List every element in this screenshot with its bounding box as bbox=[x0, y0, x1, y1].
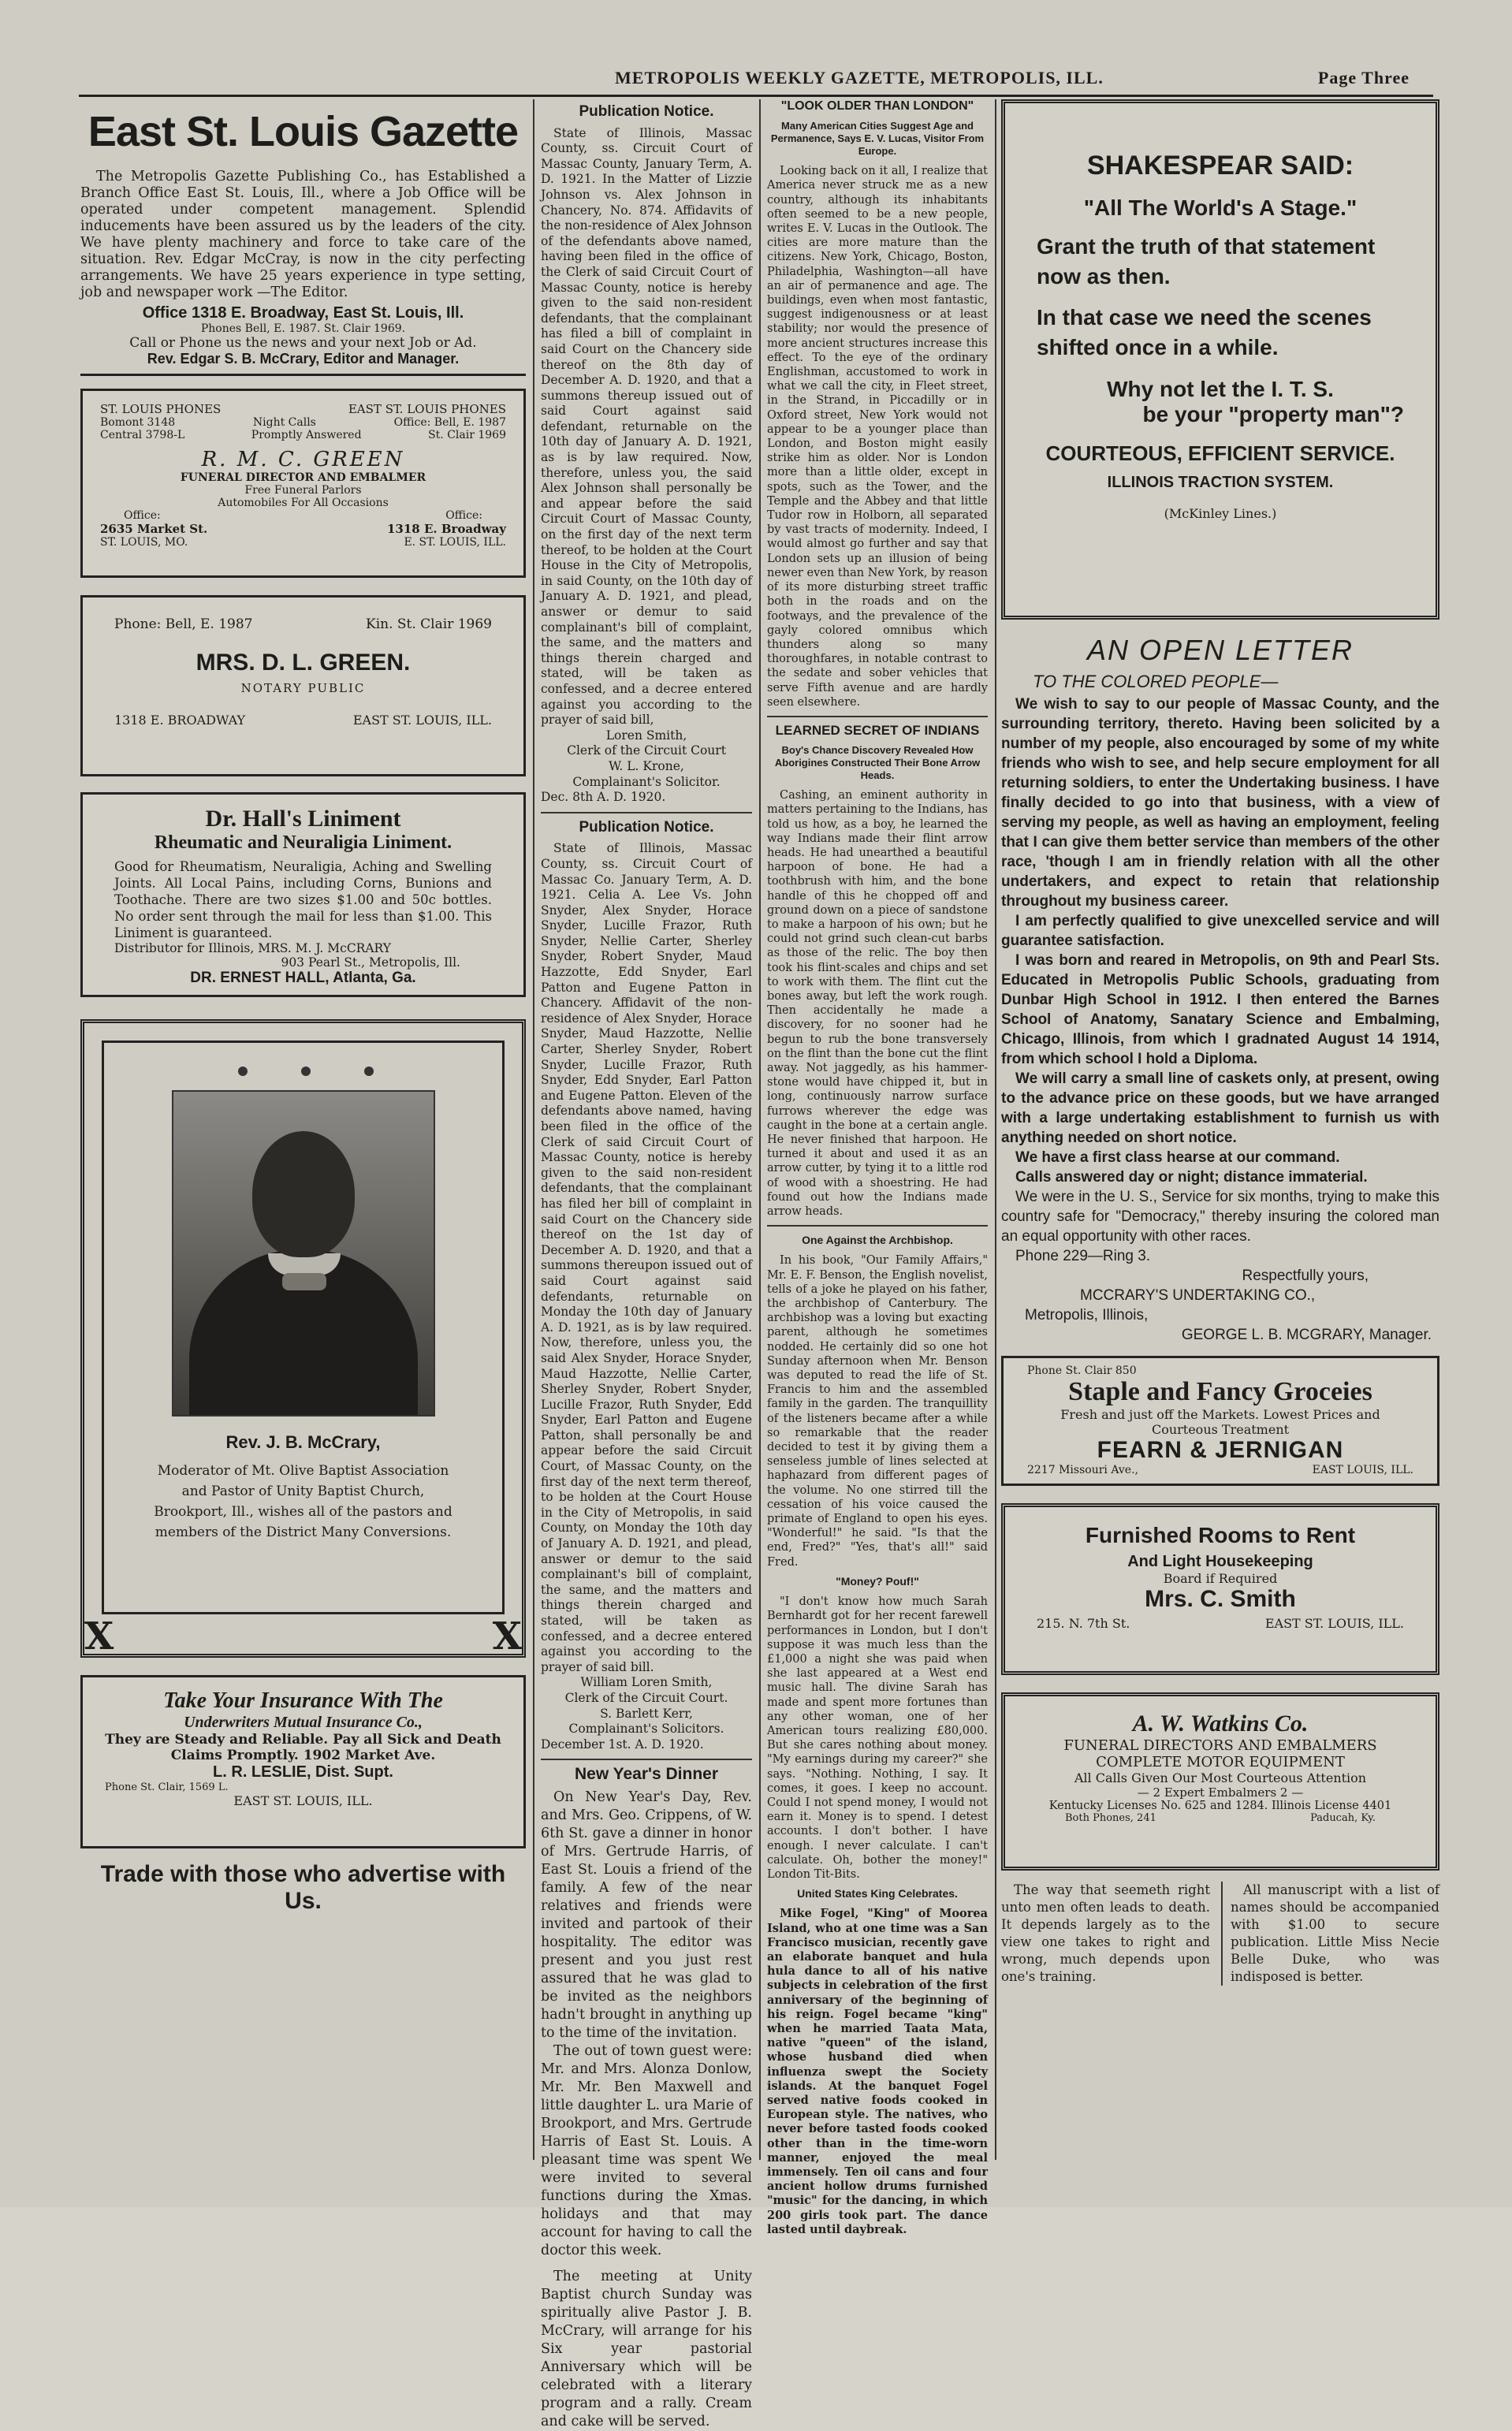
promptly-answered: Promptly Answered bbox=[251, 429, 362, 441]
rooms-address: 215. N. 7th St. bbox=[1037, 1616, 1130, 1631]
bottom-note-right: All manuscript with a list of names should be accompanied with $1.00 to secure publication. Little Miss Necie Belle Duke, who was indisposed is better. bbox=[1221, 1882, 1439, 1986]
notice1-sig1: Loren Smith, bbox=[605, 728, 687, 743]
groceries-ad bbox=[1001, 1356, 1439, 1486]
notice2-sig2: Clerk of the Circuit Court. bbox=[564, 1690, 728, 1705]
portrait-name: Rev. J. B. McCrary, bbox=[225, 1432, 381, 1452]
divider bbox=[767, 1225, 988, 1227]
shakespear-ad bbox=[1001, 99, 1439, 620]
notary-city: EAST ST. LOUIS, ILL. bbox=[352, 713, 492, 728]
dinner-story bbox=[541, 1789, 752, 2431]
watkins-title: A. W. Watkins Co. bbox=[1132, 1711, 1309, 1737]
insurance-line1: They are Steady and Reliable. Pay all Sick and Death bbox=[105, 1732, 501, 1748]
bottom-notes bbox=[1001, 1882, 1439, 1986]
liniment-subtitle: Rheumatic and Neuraligia Liniment. bbox=[154, 832, 452, 853]
insurance-city: EAST ST. LOUIS, ILL. bbox=[233, 1793, 373, 1808]
shakespear-line6: ILLINOIS TRACTION SYSTEM. bbox=[1107, 474, 1334, 491]
rooms-board: Board if Required bbox=[1163, 1571, 1278, 1586]
corner-x-left: X bbox=[84, 1614, 114, 1659]
groceries-address: 2217 Missouri Ave., bbox=[1027, 1464, 1138, 1476]
archbishop-title: One Against the Archbishop. bbox=[802, 1234, 953, 1247]
letter-to: TO THE COLORED PEOPLE— bbox=[1033, 672, 1279, 691]
watkins-line3: All Calls Given Our Most Courteous Attention bbox=[1074, 1770, 1367, 1785]
column-rule bbox=[533, 99, 534, 2160]
phone-central: Central 3798-L bbox=[100, 429, 185, 441]
ornament-dot bbox=[238, 1067, 248, 1076]
rooms-name: Mrs. C. Smith bbox=[1145, 1586, 1296, 1612]
green-autos: Automobiles For All Occasions bbox=[218, 497, 389, 509]
bottom-note-left: The way that seemeth right unto men often leads to death. It depends largely as to the view one takes to right and wrong, much depends upon one's training. bbox=[1001, 1882, 1210, 1984]
groceries-line2: Courteous Treatment bbox=[1151, 1422, 1290, 1437]
letter-s2: MCCRARY'S UNDERTAKING CO., bbox=[1080, 1287, 1316, 1304]
city-right: E. ST. LOUIS, ILL. bbox=[404, 536, 506, 549]
city-left: ST. LOUIS, MO. bbox=[100, 536, 188, 549]
letter-p6: Calls answered day or night; distance immaterial. bbox=[1015, 1169, 1368, 1186]
notice2-sig4: Complainant's Solicitors. bbox=[568, 1722, 724, 1737]
notary-name: MRS. D. L. GREEN. bbox=[196, 650, 411, 676]
letter-title: AN OPEN LETTER bbox=[1086, 634, 1354, 666]
portrait-inner-frame bbox=[102, 1041, 505, 1614]
open-letter bbox=[1001, 634, 1439, 1345]
gazette-call: Call or Phone us the news and your next Job or Ad. bbox=[129, 335, 477, 351]
dinner-title: New Year's Dinner bbox=[574, 1765, 719, 1784]
dinner-p2: The out of town guest were: Mr. and Mrs. Alonza Donlow, Mr. Mr. Ben Maxwell and little daughter L. ura Marie of Brookport, and Mrs. Gertrude Harris of East St. Louis. A pleasant time was spent We were invited to several functions during the Xmas. holidays and that may account for having to call the doctor this week. bbox=[541, 2042, 752, 2258]
letter-p5: We have a first class hearse at our command. bbox=[1015, 1149, 1340, 1166]
watkins-line4: — 2 Expert Embalmers 2 — bbox=[1137, 1785, 1304, 1800]
estl-phones-label: EAST ST. LOUIS PHONES bbox=[348, 402, 506, 416]
indians-title: LEARNED SECRET OF INDIANS bbox=[775, 722, 980, 738]
green-role: FUNERAL DIRECTOR AND EMBALMER bbox=[180, 471, 426, 484]
indians-subtitle: Boy's Chance Discovery Revealed How Aborigines Constructed Their Bone Arrow Heads. bbox=[774, 744, 981, 782]
notice1-sig4: Complainant's Solicitor. bbox=[572, 774, 721, 789]
phone-office-bell: Office: Bell, E. 1987 bbox=[393, 416, 506, 429]
liniment-body: Good for Rheumatism, Neuraligia, Aching and Swelling Joints. All Local Pains, including Corns, Bunions and Toothache. There are two sizes $1.00 and 50c bottles. No order sent through the mail for less than $1.00. This Liniment is guaranteed. bbox=[114, 859, 492, 940]
green-name: R. M. C. GREEN bbox=[201, 448, 405, 471]
watkins-line5: Kentucky Licenses No. 625 and 1284. Illinois License 4401 bbox=[1048, 1800, 1392, 1812]
notice2-sig3: S. Barlett Kerr, bbox=[600, 1706, 693, 1721]
insurance-title: Take Your Insurance With The bbox=[163, 1688, 443, 1713]
trade-slogan: Trade with those who advertise with Us. bbox=[100, 1861, 506, 1914]
notice1-body: State of Illinois, Massac County, ss. Circuit Court of Massac County, January Term, A. D. 1921. In the Matter of Lizzie Johnson vs. Alex Johnson in Chancery, No. 874. Affidavits of the non-residence of Alex Johnson of the defendants above named, having been filed in the office of the Clerk of said Circuit Court of Massac County, notice is hereby given to the said non-resident defendants, that the complainant has filed a bill of complaint in said Court on the Chancery side thereof on the 8th day of December A. D. 1920, and that a summons thereup issued out of said Court against said defendant, returnable on the 10th day of January A. D. 1921, as is by law required. Now, therefore, unless you, the said Alex Johnson shall personally be and appear before the said Circuit Court of Massac County, on the first day of the next term thereof, to be holden at the Court House in the City of Metropolis, in said County, on the 10th day of January A. D. 1921, and plead, answer or demur to said complainant's bill of complaint, the same, and the matters and things therein charged and stated, will be taken as confessed, and a decree entered against you according to the prayer of said bill, bbox=[541, 125, 752, 728]
divider bbox=[767, 716, 988, 717]
groceries-title: Staple and Fancy Groceies bbox=[1068, 1377, 1372, 1406]
ornament-dot bbox=[301, 1067, 311, 1076]
notice2-sig1: William Loren Smith, bbox=[580, 1675, 713, 1690]
insurance-agent: L. R. LESLIE, Dist. Supt. bbox=[213, 1763, 393, 1781]
green-funeral-ad bbox=[80, 389, 526, 578]
groceries-line1: Fresh and just off the Markets. Lowest Prices and bbox=[1060, 1407, 1380, 1422]
column-3 bbox=[767, 99, 988, 2236]
money-body: "I don't know how much Sarah Bernhardt got for her recent farewell performances in London, but I don't suppose it was much less than the £1,000 a night she was paid when she last appeared at a West end music hall. The divine Sarah has made and spent more fortunes than any other woman, one of her American tours realizing £80,000. But she cares nothing about money. "My earnings during my career?" she says. "Nothing. Nothing, I say. It comes, it goes. I keep no account. Could I not spend money, I would not earn it. Money is to spend. I detest accounts. I don't bother. I have enough. I never calculate. I can't calculate. Oh, bother the money!" London Tit-Bits. bbox=[767, 1595, 988, 1881]
liniment-sign: DR. ERNEST HALL, Atlanta, Ga. bbox=[190, 970, 416, 986]
letter-s1: Respectfully yours, bbox=[1242, 1268, 1369, 1284]
rooms-title: Furnished Rooms to Rent bbox=[1085, 1523, 1356, 1547]
dinner-p1: On New Year's Day, Rev. and Mrs. Geo. Crippens, of W. 6th St. gave a dinner in honor of Mrs. Gertrude Harris, of East St. Louis a friend of the family. A few of the near relatives and friends were invited and partook of their hospitality. The editor was present and you just rest assured that he was glad to be invited as the neighbors hadn't brought in anything up to the time of the invitation. bbox=[541, 1789, 752, 2041]
liniment-address: 903 Pearl St., Metropolis, Ill. bbox=[281, 955, 460, 970]
letter-s3: Metropolis, Illinois, bbox=[1025, 1307, 1149, 1323]
letter-p3: I was born and reared in Metropolis, on 9th and Pearl Sts. Educated in Metropolis Public Schools, graduating from Dunbar High School in 1912. I then entered the Barnes School of Anatomy, Sanatary Science and Embalming, Chicago, Illinois, from which I gradnated August 14 1914, from which school I hold a Diploma. bbox=[1001, 952, 1439, 1067]
notice2-date: December 1st. A. D. 1920. bbox=[541, 1737, 704, 1752]
shakespear-line7: (McKinley Lines.) bbox=[1164, 506, 1277, 521]
stl-phones-label: ST. LOUIS PHONES bbox=[100, 402, 222, 416]
rooms-sub: And Light Housekeeping bbox=[1127, 1553, 1313, 1570]
insurance-company: Underwriters Mutual Insurance Co., bbox=[184, 1714, 423, 1731]
notice1-date: Dec. 8th A. D. 1920. bbox=[541, 790, 666, 805]
groceries-city: EAST LOUIS, ILL. bbox=[1312, 1464, 1413, 1476]
king-title: United States King Celebrates. bbox=[797, 1887, 958, 1900]
office-label-right: Office: bbox=[445, 509, 482, 522]
night-calls: Night Calls bbox=[252, 416, 316, 429]
divider bbox=[541, 1759, 752, 1760]
divider bbox=[541, 812, 752, 813]
gazette-notice bbox=[80, 107, 526, 376]
shakespear-quote: "All The World's A Stage." bbox=[1083, 195, 1357, 220]
liniment-title: Dr. Hall's Liniment bbox=[205, 806, 401, 832]
indians-body: Cashing, an eminent authority in matters pertaining to the Indians, has told us how, as a boy, he learned the way Indians made their flint arrow heads. He had unearthed a beautiful harpoon of bone. He had a toothbrush with him, and the bone handle of this he chopped off and ground down on a piece of sandstone to make a harpoon of his own; but he could not grind such clean-cut barbs as those of the relic. The boy then took his flint-scales and chips and set to work with them. The flint cut the bones away, but left the work rough. Then accidentally he made a discovery, for no sooner had he begun to rub the bone transversely on the flint than the bone cut the flint away. Not jaggedly, as his hammer-stone would have chipped it, but in long, continuously narrow surface furrows wherever the edge was caught in the bone at a certain angle. He never finished that harpoon. He turned it about and used it as an arrow cutter, by tying it to a little rod of wood with a shoestring. He had found out how the Indians made arrow heads. bbox=[767, 789, 988, 1219]
letter-s4: GEORGE L. B. MCGRARY, Manager. bbox=[1181, 1327, 1432, 1343]
letter-p2: I am perfectly qualified to give unexcelled service and will guarantee satisfaction. bbox=[1001, 913, 1439, 949]
dinner-p3: The meeting at Unity Baptist church Sunday was spiritually alive Pastor J. B. McCrary, will arrange for his Six year pastorial Anniversary which will be celebrated with a literary program and a rally. Cream and cake will be served. bbox=[541, 2268, 752, 2429]
notice2-title: Publication Notice. bbox=[579, 818, 714, 836]
green-parlors: Free Funeral Parlors bbox=[244, 484, 362, 497]
notary-phone-right: Kin. St. Clair 1969 bbox=[366, 616, 492, 632]
watkins-line1: FUNERAL DIRECTORS AND EMBALMERS bbox=[1063, 1737, 1377, 1754]
portrait-caption: Moderator of Mt. Olive Baptist Association and Pastor of Unity Baptist Church, Brookport, Ill., wishes all of the pastors and members of the District Many Conversions. bbox=[154, 1463, 452, 1540]
notice1-title: Publication Notice. bbox=[579, 103, 714, 120]
notice1-sig2: Clerk of the Circuit Court bbox=[567, 743, 726, 758]
notary-address: 1318 E. BROADWAY bbox=[114, 713, 246, 728]
letter-p4: We will carry a small line of caskets only, at present, owing to the advance price on these goods, but we have arranged with a large undertaking establishment to furnish us with anything needed on short notice. bbox=[1001, 1070, 1439, 1146]
ornament-dot bbox=[364, 1067, 374, 1076]
notice1-sig3: W. L. Krone, bbox=[609, 758, 684, 773]
rooms-ad bbox=[1001, 1503, 1439, 1675]
liniment-distributor: Distributor for Illinois, MRS. M. J. McCRARY bbox=[114, 941, 391, 955]
insurance-ad bbox=[80, 1675, 526, 1848]
page-number: Page Three bbox=[1317, 68, 1410, 87]
king-body: Mike Fogel, "King" of Moorea Island, who at one time was a San Francisco musician, recently gave an elaborate banquet and hula hula dance to all of his native subjects in celebration of the first anniversary of the beginning of his reign. Fogel became "king" when he married Taata Mata, native "queen" of the island, whose husband died when influenza swept the Society islands. At the banquet Fogel served native foods cooked in European style. The natives, who never before tasted foods cooked other than in the time-worn manner, enjoyed the meal immensely. Ten oil cans and four ancient hollow drums furnished "music" for the dancing, in which 200 girls took part. The dance lasted until daybreak. bbox=[767, 1907, 988, 2236]
column-4 bbox=[1001, 99, 1439, 2160]
office-label-left: Office: bbox=[124, 509, 161, 522]
shakespear-line2: In that case we need the scenes shifted once in a while. bbox=[1037, 305, 1372, 359]
letter-p8: Phone 229—Ring 3. bbox=[1015, 1248, 1151, 1264]
shakespear-line1: Grant the truth of that statement now as then. bbox=[1037, 234, 1376, 289]
shakespear-line5: COURTEOUS, EFFICIENT SERVICE. bbox=[1045, 441, 1395, 465]
watkins-ad bbox=[1001, 1692, 1439, 1871]
address-right: 1318 E. Broadway bbox=[387, 522, 506, 536]
masthead-title: METROPOLIS WEEKLY GAZETTE, METROPOLIS, ILL. bbox=[615, 68, 1104, 87]
gazette-body: The Metropolis Gazette Publishing Co., has Established a Branch Office East St. Louis, Ill., where a Job Office will be operated under competent management. Splendid inducements have been assured us by the leaders of the city. We have plenty machinery and force to take care of the situation. Rev. Edgar McCray, is now in the city perfecting arrangements. We have 25 years experience in type setting, job and newspaper work —The Editor. bbox=[80, 169, 526, 300]
column-rule bbox=[995, 99, 996, 2160]
liniment-ad bbox=[80, 792, 526, 997]
watkins-line2: COMPLETE MOTOR EQUIPMENT bbox=[1096, 1754, 1345, 1770]
money-title: "Money? Pouf!" bbox=[836, 1574, 919, 1588]
column-rule bbox=[759, 99, 761, 2160]
notary-phone-left: Phone: Bell, E. 1987 bbox=[114, 616, 253, 632]
watkins-city: Paducah, Ky. bbox=[1310, 1812, 1376, 1824]
groceries-name: FEARN & JERNIGAN bbox=[1097, 1437, 1344, 1463]
shakespear-title: SHAKESPEAR SAID: bbox=[1086, 151, 1354, 181]
gazette-office: Office 1318 E. Broadway, East St. Louis, Ill. bbox=[142, 304, 464, 322]
groceries-phone: Phone St. Clair 850 bbox=[1027, 1364, 1137, 1377]
notary-title: NOTARY PUBLIC bbox=[240, 681, 366, 695]
rooms-city: EAST ST. LOUIS, ILL. bbox=[1264, 1616, 1404, 1631]
address-left: 2635 Market St. bbox=[100, 522, 208, 536]
portrait-frame bbox=[80, 1019, 526, 1658]
phone-stclair: St. Clair 1969 bbox=[428, 429, 506, 441]
masthead bbox=[79, 66, 1433, 97]
portrait-face bbox=[252, 1131, 355, 1257]
column-2 bbox=[541, 99, 752, 2429]
london-title: "LOOK OLDER THAN LONDON" bbox=[780, 99, 974, 113]
archbishop-body: In his book, "Our Family Affairs," Mr. E. F. Benson, the English novelist, tells of a joke he played on his father, the archbishop of Canterbury. The archbishop was a loving but exacting parent, although he sometimes nodded. He certainly did so one hot Sunday afternoon when Mr. Benson was deputed to read the life of St. Francis to him and the assembled family in the garden. The tranquillity of the listeners became after a while so remarkable that the reader decided to test it by giving them a senseless jumble of lines selected at haphazard from different pages of the volume. No one stirred till the cessation of his voice caused the primate of England to open his eyes. "Wonderful!" he said. "Is that the end, Fred?" "Yes, that's all!" said Fred. bbox=[767, 1254, 988, 1569]
portrait-bowtie bbox=[282, 1273, 326, 1290]
notice2-body: State of Illinois, Massac County, ss. Circuit Court of Massac Co. January Term, A. D. 1921. Celia A. Lee Vs. John Snyder, Alex Snyder, Horace Snyder, Lucille Frazor, Ruth Snyder, Nellie Carter, Sherley Snyder, Robert Snyder, Maud Hazzotte, Edd Snyder, Earl Patton and Eugene Patton in Chancery. Affidavit of the non-residence of Alex Snyder, Horace Snyder, Maud Hazzotte, Nellie Carter, Sherley Snyder, Robert Snyder, Lucille Frazor, Ruth Snyder, Edd Snyder, Earl Patton and Eugene Patton. Eleven of the defendants above named, having been filed in the office of the Clerk of said Circuit Court of Massac County, notice is hereby given to the said non-resident defendants, that the complainant has filed her bill of complaint in said Court on the Chancery side thereof on the 1st day of December A. D. 1920, and that a summons thereupon issued out of said Court against said defendants, returnable on Monday the 10th day of January A. D. 1921, as is by law required. Now, therefore, unless you, the said Alex Snyder, Horace Snyder, Maud Hazzotte, Nellie Carter, Sherley Snyder, Robert Snyder, Lucille Frazor, Ruth Snyder, Edd Snyder, Earl Patton and Eugene Patton, shall personally be and appear before the said Circuit Court, of Massac County, on the first day of the next term thereof, to be holden at the Court House in the City of Metropolis, in said County, on Monday the 10th day of January A. D. 1921, and plead, answer or demur to the said complainant's bill of complaint, the same, and the matters and things therein charged and stated, will be taken as confessed, and a decree entered against you according to the prayer of said bill. bbox=[541, 841, 752, 1674]
insurance-line2: Claims Promptly. 1902 Market Ave. bbox=[170, 1748, 436, 1763]
watkins-phones: Both Phones, 241 bbox=[1065, 1812, 1156, 1824]
letter-p1: We wish to say to our people of Massac County, and the surrounding territory, thereto. Having been solicited by a number of my people, also encouraged by some of my white friends who wish to see, and help secure employment for all returning soldiers, to enter the Undertaking business. I have finally decided to go into that business, with a view of serving my people, as well as having an employment, feeling that I can give them better service than members of the other race, 'though I am in friendly relation with all the other undertakers, and expect to retain that relationship throughout my business career. bbox=[1001, 696, 1439, 910]
shakespear-line4: be your "property man"? bbox=[1142, 402, 1404, 426]
gazette-editor: Rev. Edgar S. B. McCrary, Editor and Manager. bbox=[147, 351, 460, 367]
phone-bomont: Bomont 3148 bbox=[100, 416, 176, 429]
london-subtitle: Many American Cities Suggest Age and Permanence, Says E. V. Lucas, Visitor From Europe. bbox=[770, 120, 985, 158]
shakespear-line3: Why not let the I. T. S. bbox=[1107, 377, 1334, 401]
corner-x-right: X bbox=[492, 1614, 522, 1659]
letter-p7: We were in the U. S., Service for six months, trying to make this country safe for "Democracy," thereby insuring the colored man an equal opportunity with other races. bbox=[1001, 1189, 1439, 1245]
column-1 bbox=[80, 99, 526, 1915]
gazette-title: East St. Louis Gazette bbox=[88, 108, 519, 155]
portrait-photo bbox=[172, 1090, 435, 1417]
notary-ad bbox=[80, 595, 526, 776]
london-body: Looking back on it all, I realize that America never struck me as a new country, although its inhabitants often seemed to be a new people, writes E. V. Lucas in the Outlook. The cities are more mature than the citizens. New York, Chicago, Boston, Philadelphia, Washington—all have an air of permanence and age. The buildings, even when most fantastic, suggest indigenousness or at least stability; nor would the presence of more ancient structures increase this effect. To the eye of the ordinary Englishman, accustomed to work in what we call the city, in Fleet street, in the Strand, in Piccadilly or in Oxford street, New York would not appear to be a younger place than London, and Boston might easily strike him as older. Nor is London more than a little older, except in spots, such as the Tower, and the Temple and the Abbey and that little Tudor row in Holborn, all separated by vast tracts of modernity. Indeed, I would almost go further and say that London sets up an illusion of being newer even than New York, by reason of its more disturbing street traffic both in the roads and on the footways, and the prevalence of the gayly colored omnibus which thunders along so many thoroughfares, in notable contrast to the sedate and sober vehicles that serve Fifth avenue and are hardly seen elsewhere. bbox=[767, 165, 988, 709]
insurance-phone: Phone St. Clair, 1569 L. bbox=[105, 1781, 229, 1793]
gazette-phones: Phones Bell, E. 1987. St. Clair 1969. bbox=[200, 322, 406, 335]
